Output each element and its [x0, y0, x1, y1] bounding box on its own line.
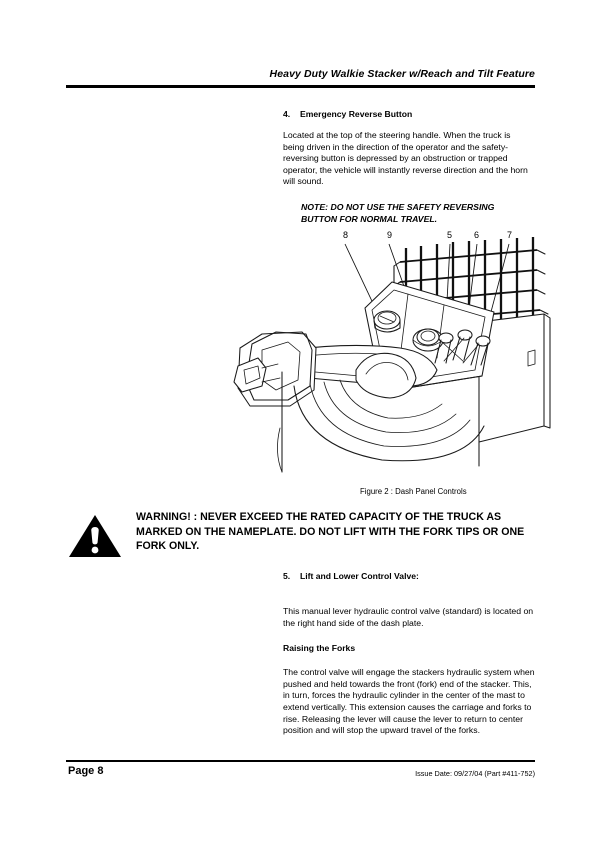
footer-divider [66, 760, 535, 762]
section-5-body-2: The control valve will engage the stackers hydraulic system when pushed and held towards the front (fork) end of the stacker. This, in turn, forces the hydraulic cylinder in the center of the mast to extend vertically. This extension causes the carriage and forks to rise. Releasing the lever will cause the lever to return to center position and will stop the upward travel of the forks. [283, 667, 535, 736]
page-header-title: Heavy Duty Walkie Stacker w/Reach and Tilt Feature [269, 68, 535, 80]
figure-callout-9: 9 [387, 230, 393, 240]
section-4-title: Emergency Reverse Button [300, 109, 413, 119]
section-5-heading [283, 570, 535, 582]
figure-callout-8: 8 [343, 230, 349, 240]
warning-text: WARNING! : NEVER EXCEED THE RATED CAPACITY OF THE TRUCK AS MARKED ON THE NAMEPLATE. DO NOT LIFT WITH THE FORK TIPS OR ONE FORK ONLY. [136, 511, 525, 553]
section-4-block [283, 108, 533, 225]
dash-panel-line-drawing [232, 230, 552, 485]
figure-callout-6: 6 [474, 230, 480, 240]
figure-2-caption: Figure 2 : Dash Panel Controls [360, 487, 467, 496]
section-5-number: 5. [283, 571, 291, 581]
footer-page-number: Page 8 [68, 765, 104, 777]
section-5-title: Lift and Lower Control Valve: [300, 571, 419, 581]
figure-callout-7: 7 [507, 230, 513, 240]
section-5-body: This manual lever hydraulic control valve (standard) is located on the right hand side of the dash plate. [283, 606, 534, 628]
header-divider [66, 85, 535, 88]
figure-2-illustration [232, 230, 552, 485]
footer-issue-info: Issue Date: 09/27/04 (Part #411-752) [415, 769, 535, 778]
section-4-number: 4. [283, 109, 291, 119]
section-4-body: Located at the top of the steering handle. When the truck is being driven in the direction of the operator and the safety-reversing button is depressed by an obstruction or trapped operator, the vehicle will instantly reverse direction and the horn will sound. [283, 130, 528, 187]
section-4-heading [283, 108, 533, 120]
section-4-note: NOTE: DO NOT USE THE SAFETY REVERSING BUTTON FOR NORMAL TRAVEL. [301, 201, 495, 224]
warning-triangle-icon [68, 514, 122, 558]
section-5-subheading: Raising the Forks [283, 643, 356, 654]
figure-callout-5: 5 [447, 230, 453, 240]
section-5-block [283, 570, 535, 737]
steering-handle-grip [234, 332, 316, 406]
